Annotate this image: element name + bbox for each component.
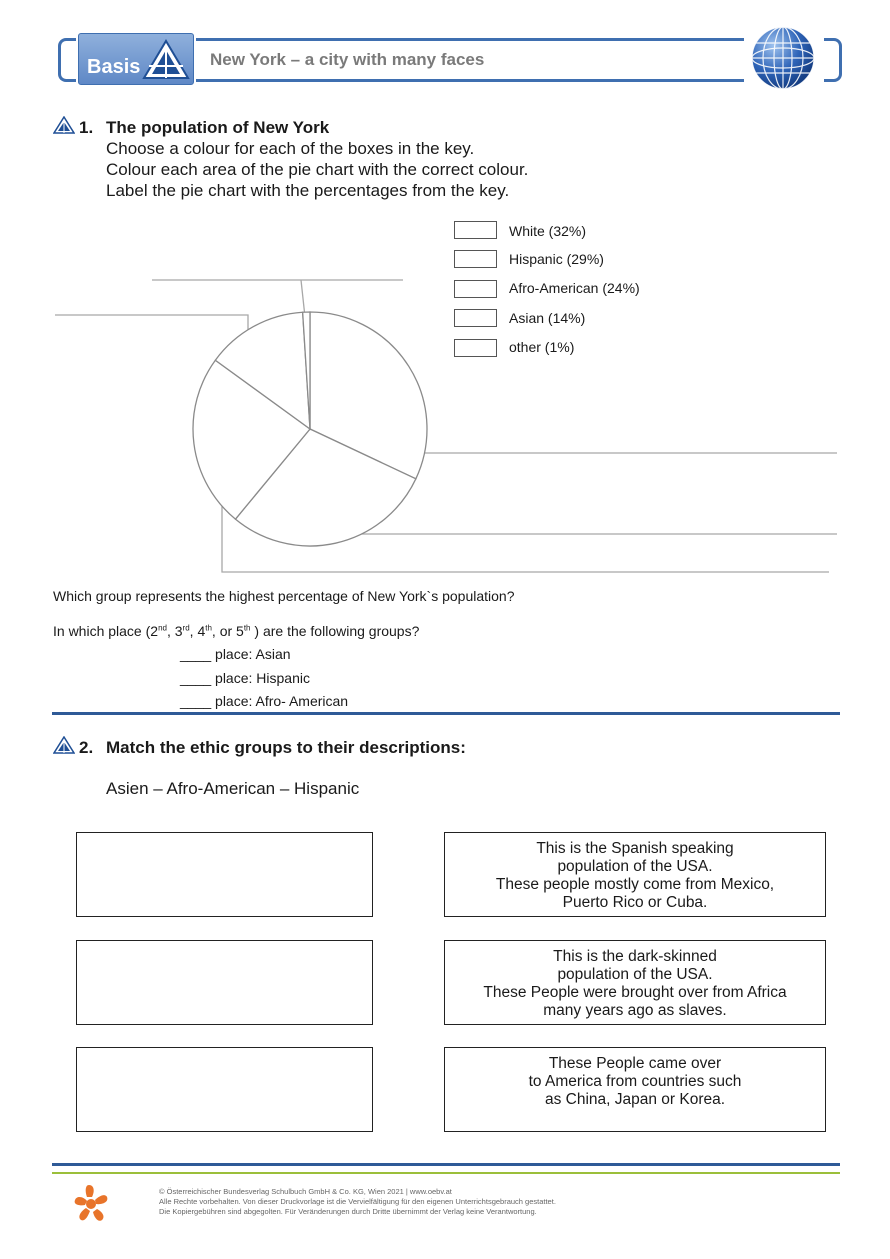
description-line: to America from countries such [528,1073,742,1090]
key-label: Hispanic (29%) [509,251,604,267]
instruction-line: Choose a colour for each of the boxes in the key. [106,139,475,158]
key-label: Asian (14%) [509,310,586,326]
place-answer-line[interactable]: ____ place: Asian [180,646,291,662]
globe-icon [750,23,816,93]
key-label: Afro-American (24%) [509,280,640,296]
question-text: , 3 [166,623,183,639]
description-line: population of the USA. [557,858,713,875]
level-triangle-icon [53,736,75,754]
left-bracket [58,38,76,82]
description-line: This is the dark-skinned [553,948,717,965]
section-number: 2. [79,738,94,757]
description-line: as China, Japan or Korea. [544,1091,726,1108]
question-text: In which place (2 [53,623,159,639]
publisher-logo-icon [72,1183,110,1223]
copyright-line: © Österreichischer Bundesverlag Schulbuch GmbH & Co. KG, Wien 2021 | www.oebv.at [159,1187,452,1196]
ordinal-suffix: th [243,623,251,633]
instruction-line: Colour each area of the pie chart with the correct colour. [106,160,529,179]
key-label: White (32%) [509,223,587,239]
footer-rule-blue [52,1163,840,1166]
description-line: Puerto Rico or Cuba. [562,894,708,911]
section-title: The population of New York [106,118,330,137]
description-box [444,832,826,917]
population-pie-chart [0,270,890,580]
section-divider [52,712,840,715]
place-answer-line[interactable]: ____ place: Hispanic [180,670,310,686]
level-triangle-icon [141,38,191,80]
word-bank: Asien – Afro-American – Hispanic [106,779,360,798]
copyright-line: Die Kopiergebühren sind abgegolten. Für Veränderungen durch Dritte übernimmt der Verlag keine Verantwortung. [159,1207,537,1216]
place-answer-line[interactable]: ____ place: Afro- American [180,693,349,709]
question-ranking [53,623,419,639]
description-line: These People came over [548,1055,722,1072]
key-colour-box[interactable] [454,221,497,239]
answer-box[interactable] [76,1047,373,1132]
basis-label: Basis [87,56,141,78]
answer-box[interactable] [76,832,373,917]
header-rule-bottom [196,79,744,82]
ordinal-suffix: nd [158,623,167,633]
basis-badge [78,33,194,85]
instruction-line: Label the pie chart with the percentages from the key. [106,181,510,200]
level-triangle-icon [53,116,75,134]
description-line: population of the USA. [557,966,713,983]
footer-rule-green [52,1172,840,1174]
question-text: ) are the following groups? [250,623,420,639]
description-line: many years ago as slaves. [543,1002,727,1019]
description-box [444,1047,826,1132]
right-bracket [824,38,842,82]
page-header [0,0,890,110]
label-leader-line [55,315,248,357]
description-line: This is the Spanish speaking [536,840,734,857]
description-box [444,940,826,1025]
description-line: These people mostly come from Mexico, [495,876,775,893]
question-highest-group: Which group represents the highest percentage of New York`s population? [53,588,515,604]
ordinal-suffix: rd [182,623,190,633]
section-number: 1. [79,118,94,137]
section-title: Match the ethic groups to their descriptions: [106,738,466,757]
header-rule-top [196,38,744,41]
key-colour-box[interactable] [454,250,497,268]
answer-box[interactable] [76,940,373,1025]
question-text: , or 5 [211,623,244,639]
ordinal-suffix: th [205,623,212,633]
question-text: , 4 [189,623,206,639]
worksheet-title: New York – a city with many faces [210,50,485,69]
description-line: These People were brought over from Africa [483,984,787,1001]
copyright-line: Alle Rechte vorbehalten. Von dieser Druckvorlage ist die Vervielfältigung für den eigenen Unterrichtsgebrauch gestattet. [159,1197,556,1206]
key-label: other (1%) [509,339,575,355]
label-leader-line [301,280,305,317]
